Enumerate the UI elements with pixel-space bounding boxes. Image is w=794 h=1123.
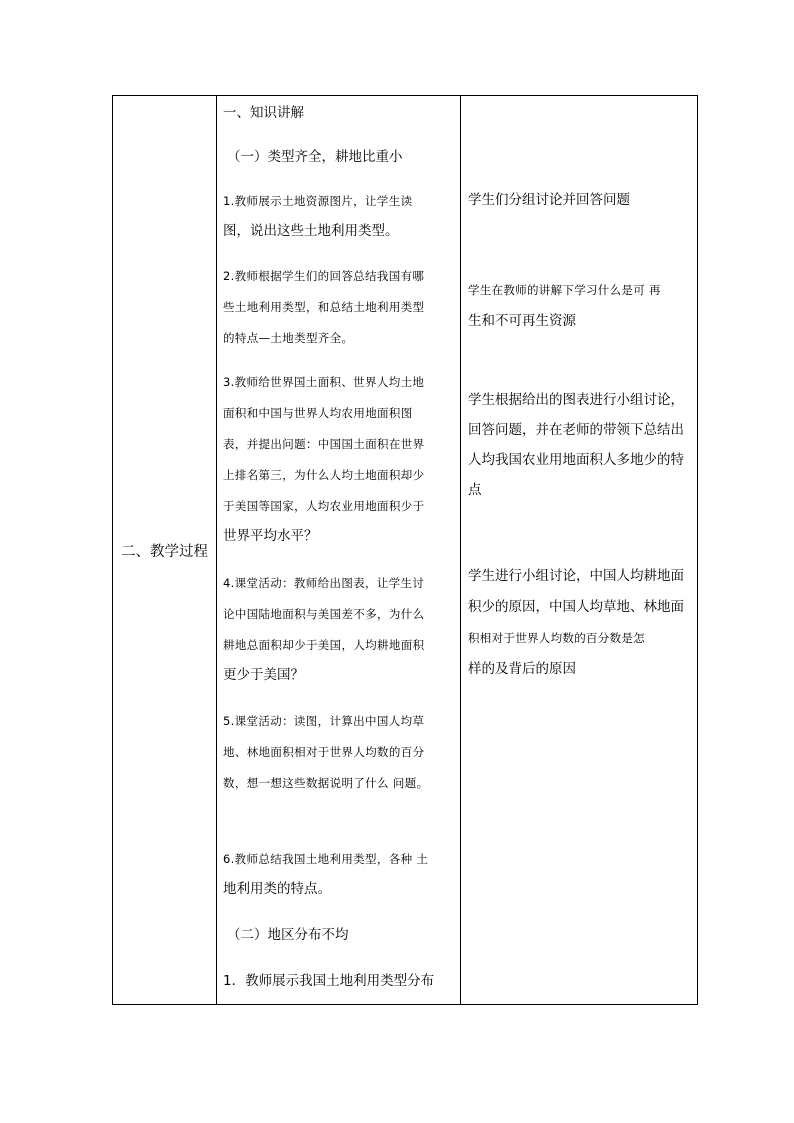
item3-line: 3.教师给世界国土面积、世界人均土地 <box>223 375 425 389</box>
item3-line: 面积和中国与世界人均农用地面积图 <box>223 406 413 420</box>
student-response-4: 积少的原因，中国人均草地、林地面 <box>468 599 684 615</box>
student-response-3: 学生根据给出的图表进行小组讨论， <box>468 392 684 408</box>
student-activity-cell <box>461 96 698 1005</box>
item7-line: 1．教师展示我国土地利用类型分布 <box>223 973 435 989</box>
item2-line: 些土地利用类型，和总结土地利用类型 <box>223 300 425 314</box>
item3-line: 上排名第三，为什么人均土地面积却少 <box>223 468 425 482</box>
item4-line: 4.课堂活动：教师给出图表，让学生讨 <box>223 576 425 590</box>
teaching-process-row <box>113 96 698 1005</box>
student-response-3: 人均我国农业用地面积人多地少的特 <box>468 452 684 468</box>
knowledge-heading: 一、知识讲解 <box>223 105 304 121</box>
item1-line: 1.教师展示土地资源图片，让学生读 <box>223 194 413 208</box>
item2-line: 的特点—土地类型齐全。 <box>223 331 354 345</box>
item4-line: 更少于美国？ <box>223 667 304 683</box>
section-cell <box>113 96 217 1005</box>
subsection-title-1: （一）类型齐全，耕地比重小 <box>227 149 403 165</box>
item4-line: 耕地总面积却少于美国，人均耕地面积 <box>223 638 425 652</box>
student-response-2: 学生在教师的讲解下学习什么是可 再 <box>468 283 661 297</box>
item5-line: 数，想一想这些数据说明了什么 问题。 <box>223 776 429 790</box>
teacher-activity-cell <box>217 96 461 1005</box>
student-response-2: 生和不可再生资源 <box>468 313 576 329</box>
item1-line: 图，说出这些土地利用类型。 <box>223 223 399 239</box>
student-response-4: 学生进行小组讨论，中国人均耕地面 <box>468 568 684 584</box>
student-response-4: 积相对于世界人均数的百分数是怎 <box>468 631 645 645</box>
item4-line: 论中国陆地面积与美国差不多，为什么 <box>223 607 425 621</box>
student-response-3: 点 <box>468 482 482 498</box>
student-response-3: 回答问题，并在老师的带领下总结出 <box>468 422 684 438</box>
student-response-4: 样的及背后的原因 <box>468 661 576 677</box>
item6-line: 6.教师总结我国土地利用类型，各种 土 <box>223 852 429 866</box>
item3-line: 于美国等国家，人均农业用地面积少于 <box>223 499 425 513</box>
item3-line: 表，并提出问题：中国国土面积在世界 <box>223 437 425 451</box>
lesson-plan-table <box>112 95 698 1005</box>
item5-line: 地、林地面积相对于世界人均数的百分 <box>223 745 425 759</box>
item2-line: 2.教师根据学生们的回答总结我国有哪 <box>223 269 425 283</box>
item3-line: 世界平均水平？ <box>223 528 318 544</box>
item6-line: 地利用类的特点。 <box>223 881 331 897</box>
item5-line: 5.课堂活动：读图，计算出中国人均草 <box>223 714 425 728</box>
subsection-title-2: （二）地区分布不均 <box>227 927 349 943</box>
student-response-1: 学生们分组讨论并回答问题 <box>468 192 630 208</box>
section-label: 二、教学过程 <box>121 543 208 560</box>
